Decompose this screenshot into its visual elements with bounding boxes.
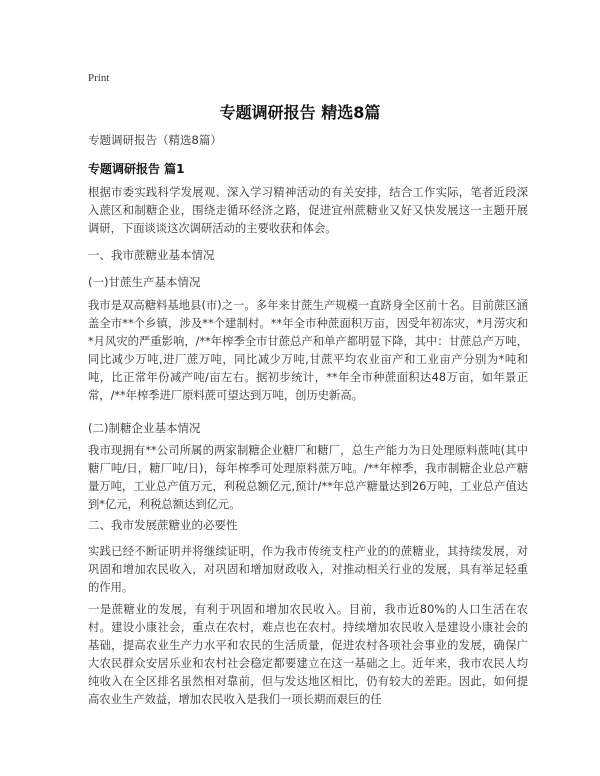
intro-paragraph: 根据市委实践科学发展观、深入学习精神活动的有关安排，结合工作实际，笔者近段深入蔗区和制糖企业，围绕走循环经济之路，促进宜州蔗糖业又好又快发展这一主题开展调研，下面谈谈这次调研活动的主要收获和体会。 bbox=[88, 186, 528, 235]
heading-sugarcane-production: (一)甘蔗生产基本情况 bbox=[88, 275, 201, 289]
paragraph-necessity-intro: 实践已经不断证明并将继续证明，作为我市传统支柱产业的的蔗糖业，其持续发展，对巩固和增加农民收入，对巩固和增加财政收入，对推动相关行业的发展，具有举足轻重的作用。 bbox=[88, 545, 528, 594]
section-heading: 专题调研报告 篇1 bbox=[88, 162, 185, 176]
heading-basic-situation: 一、我市蔗糖业基本情况 bbox=[88, 248, 215, 262]
paragraph-sugar-enterprises: 我市现拥有**公司所属的两家制糖企业糖厂和糖厂，总生产能力为日处理原料蔗吨(其中糖厂吨/日，糖厂吨/日)，每年榨季可处理原料蔗万吨。/**年榨季，我市制糖企业总产糖量万吨，工业总产值万元，利税总额亿元,预计/**年总产糖量达到26万吨，工业总产值达到*亿元，利税总额达到亿元。 bbox=[88, 444, 528, 511]
heading-necessity: 二、我市发展蔗糖业的必要性 bbox=[88, 518, 238, 532]
document-subtitle: 专题调研报告（精选8篇） bbox=[88, 133, 222, 147]
paragraph-sugarcane-production: 我市是双高糖料基地县(市)之一。多年来甘蔗生产规模一直跻身全区前十名。目前蔗区涵盖全市**个乡镇，涉及**个建制村。**年全市种蔗面积万亩，因受年初冻灾，*月涝灾和*月风灾的严重影响，/**年榨季全市甘蔗总产和单产都明显下降，其中：甘蔗总产万吨，同比减少万吨,进厂蔗万吨，同比减少万吨,甘蔗平均农业亩产和工业亩产分别为*吨和吨，比正常年份减产吨/亩左右。据初步统计，**年全市种蔗面积达48万亩，如年景正常，/**年榨季进厂原料蔗可望达到万吨，创历史新高。 bbox=[88, 299, 528, 402]
page-title: 专题调研报告 精选8篇 bbox=[219, 103, 381, 122]
heading-sugar-enterprises: (二)制糖企业基本情况 bbox=[88, 421, 201, 435]
print-label[interactable]: Print bbox=[88, 72, 110, 84]
paragraph-farmer-income: 一是蔗糖业的发展，有利于巩固和增加农民收入。目前，我市近80%的人口生活在农村。建设小康社会，重点在农村，难点也在农村。持续增加农民收入是建设小康社会的基础，提高农业生产力水平和农民的生活质量，促进农村各项社会事业的发展，确保广大农民群众安居乐业和农村社会稳定都要建立在这一基础之上。近年来，我市农民人均纯收入在全区排名虽然相对靠前，但与发达地区相比，仍有较大的差距。因此，如何提高农业生产效益，增加农民收入是我们一项长期而艰巨的任 bbox=[88, 603, 528, 706]
